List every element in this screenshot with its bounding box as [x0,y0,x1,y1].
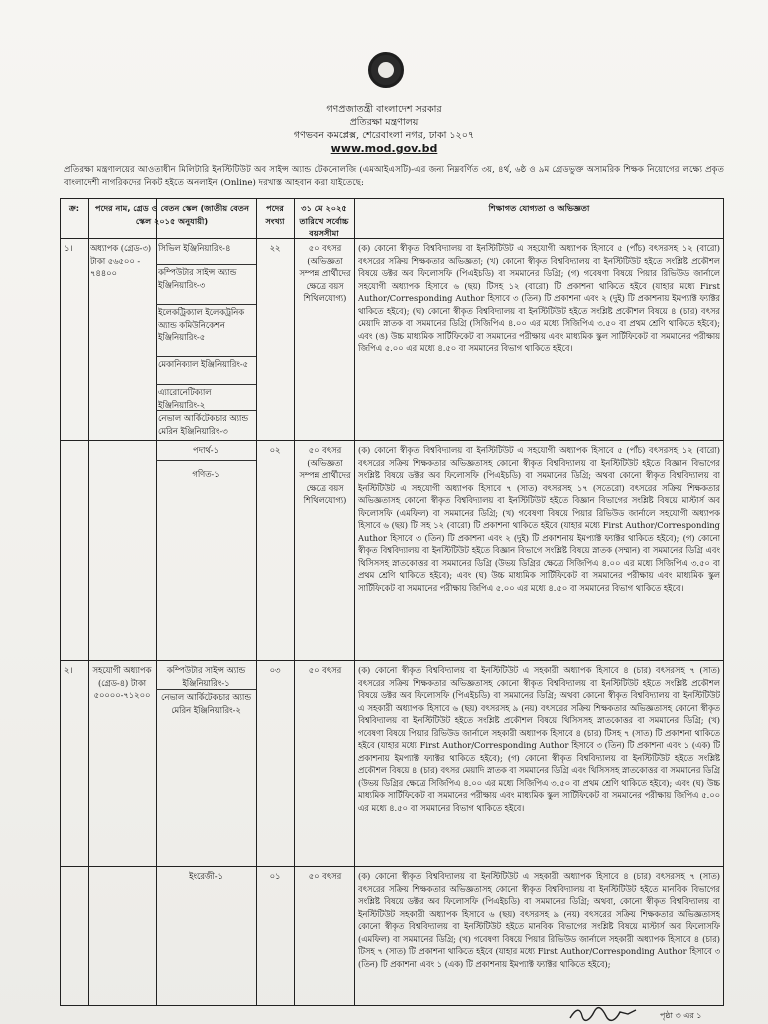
row3-qualification: (ক) কোনো স্বীকৃত বিশ্ববিদ্যালয় বা ইনস্টিটিউট এ সহকারী অধ্যাপক হিসাবে ৪ (চার) বৎসরসহ ৭ (সাত) বৎসরের সক্রিয় শিক্ষকতার অভিজ্ঞতাসহ কোনো স্বীকৃত বিশ্ববিদ্যালয় বা ইনস্টিটিউট হইতে সংশ্লিষ্ট প্রকৌশল বিষয়ে ডক্টর অব ফিলোসফি (পিএইচডি) বা সমমানের ডিগ্রি; অথবা কোনো স্বীকৃত বিশ্ববিদ্যালয় বা ইনস্টিটিউট এ সহকারী অধ্যাপক হিসাবে ৬ (ছয়) বৎসরসহ ৯ (নয়) বৎসরের সক্রিয় শিক্ষকতার অভিজ্ঞতাসহ কোনো স্বীকৃত বিশ্ববিদ্যালয় বা ইনস্টিটিউট হইতে সংশ্লিষ্ট প্রকৌশল বিষয়ে থিসিসসহ স্নাতকোত্তর বা সমমানের ডিগ্রি; (খ) গবেষণা বিষয়ে পিয়ার রিভিউড জার্নালে সহকারী অধ্যাপক হিসাবে ৪ (চার) টিসহ ৭ (সাত) টি প্রকাশনা থাকিতে হইবে (যাহার মধ্যে First Author/Corresponding Author হিসাবে ৩ (তিন) টি প্রকাশনা এবং ১ (এক) টি প্রকাশনায় ইমপ্যাক্ট ফ্যাক্টর থাকিতে হইবে); (গ) কোনো স্বীকৃত বিশ্ববিদ্যালয় বা ইনস্টিটিউট হইতে সংশ্লিষ্ট প্রকৌশল বিষয়ে ৪ (চার) বৎসর মেয়াদি স্নাতক বা সমমানের ডিগ্রি এবং থিসিসসহ স্নাতকোত্তর বা সমমানের ডিগ্রি (উভয় ডিগ্রির ক্ষেত্রে সিজিপিএ ৪.০০ এর মধ্যে সিজিপিএ ৩.৫০ বা প্রথম শ্রেণি থাকিতে হইবে); এবং (ঘ) উচ্চ মাধ্যমিক সার্টিফিকেট বা সমমানের পরীক্ষায় এবং মাধ্যমিক স্কুল সার্টিফিকেট বা সমমানের পরীক্ষায় জিপিএ ৫.০০ এর মধ্যে ৪.৫০ বা সমমানের বিভাগ থাকিতে হইবে। [358,665,720,813]
row4-count: ০১ [269,871,281,881]
header-qualification: শিক্ষাগত যোগ্যতা ও অভিজ্ঞতা [488,203,590,213]
row2-age: ৫০ বৎসর (অভিজ্ঞতা সম্পন্ন প্রার্থীদের ক্ষেত্রে বয়স শিথিলযোগ্য) [299,445,351,505]
row1-subject-1: সিভিল ইঞ্জিনিয়ারিং-৪ [158,243,231,253]
row3-post: সহযোগী অধ্যাপক (গ্রেড-৪) টাকা ৫০০০০-৭১২০০ [92,665,152,700]
row1-count: ২২ [269,243,281,253]
header-age: ৩১ মে ২০২৫ তারিখে সর্বোচ্চ বয়সসীমা [299,203,349,238]
row4-qualification: (ক) কোনো স্বীকৃত বিশ্ববিদ্যালয় বা ইনস্টিটিউট এ সহকারী অধ্যাপক হিসাবে ৪ (চার) বৎসরসহ ৭ (সাত) বৎসরের সক্রিয় শিক্ষকতার অভিজ্ঞতাসহ কোনো স্বীকৃত বিশ্ববিদ্যালয় বা ইনস্টিটিউট হইতে মানবিক বিভাগের সংশ্লিষ্ট বিষয়ে ডক্টর অব ফিলোসফি (পিএইচডি) বা সমমানের ডিগ্রি; অথবা, কোনো স্বীকৃত বিশ্ববিদ্যালয় বা ইনস্টিটিউট সহকারী অধ্যাপক হিসাবে ৬ (ছয়) বৎসরসহ ৯ (নয়) বৎসরের সক্রিয় শিক্ষকতার অভিজ্ঞতাসহ কোনো স্বীকৃত বিশ্ববিদ্যালয় বা ইনস্টিটিউট হইতে মানবিক বিভাগের সংশ্লিষ্ট বিষয়ে মাস্টার্স অব ফিলোসফি (এমফিল) বা সমমানের ডিগ্রি; (খ) গবেষণা বিষয়ে পিয়ার রিভিউড জার্নালে সহকারী অধ্যাপক হিসাবে ৪ (চার) টিসহ ৭ (সাত) টি প্রকাশনা থাকিতে হইবে (যাহার মধ্যে First Author/Corresponding Author হিসাবে ৩ (তিন) টি প্রকাশনা এবং ১ (এক) টি প্রকাশনায় ইমপ্যাক্ট ফ্যাক্টর থাকিতে হইবে); [358,871,720,969]
row2-qualification: (ক) কোনো স্বীকৃত বিশ্ববিদ্যালয় বা ইনস্টিটিউট এ সহযোগী অধ্যাপক হিসাবে ৫ (পাঁচ) বৎসরসহ ১২ (বারো) বৎসরের সক্রিয় শিক্ষকতার অভিজ্ঞতাসহ কোনো স্বীকৃত বিশ্ববিদ্যালয় বা ইনস্টিটিউট হইতে বিজ্ঞান বিভাগের সংশ্লিষ্ট বিষয়ে ডক্টর অব ফিলোসফি (পিএইচডি) বা সমমানের ডিগ্রি; অথবা কোনো স্বীকৃত বিশ্ববিদ্যালয় বা ইনস্টিটিউট এ সহযোগী অধ্যাপক হিসাবে ৭ (সাত) বৎসরসহ ১৭ (সতেরো) বৎসরের সক্রিয় শিক্ষকতার অভিজ্ঞতাসহ কোনো স্বীকৃত বিশ্ববিদ্যালয় বা ইনস্টিটিউট হইতে বিজ্ঞান বিভাগের সংশ্লিষ্ট বিষয়ে মাস্টার্স অব ফিলোসফি (এমফিল) বা সমমানের ডিগ্রি; (খ) গবেষণা বিষয়ে পিয়ার রিভিউড জার্নালে সহযোগী অধ্যাপক হিসাবে ৬ (ছয়) টি সহ ১২ (বারো) টি প্রকাশনা থাকিতে হইবে (যাহার মধ্যে First Author/Corresponding Author হিসাবে ৩ (তিন) টি প্রকাশনা এবং ২ (দুই) টি প্রকাশনায় ইমপ্যাক্ট ফ্যাক্টর থাকিতে হইবে); (গ) কোনো স্বীকৃত বিশ্ববিদ্যালয় বা ইনস্টিটিউট হইতে বিজ্ঞান বিভাগে সংশ্লিষ্ট বিষয়ে স্নাতক (সম্মান) বা সমমানের ডিগ্রি এবং থিসিসসহ স্নাতকোত্তর বা সমমানের ডিগ্রি (উভয় ডিগ্রির ক্ষেত্রে সিজিপিএ ৪.০০ এর মধ্যে সিজিপিএ ৩.৫০ বা প্রথম শ্রেণি থাকিতে হইবে); এবং (ঘ) উচ্চ মাধ্যমিক সার্টিফিকেট বা সমমানের পরীক্ষায় এবং মাধ্যমিক স্কুল সার্টিফিকেট বা সমমানের পরীক্ষায় জিপিএ ৫.০০ এর মধ্যে ৪.৫০ বা সমমানের বিভাগ থাকিতে হইবে। [358,445,720,593]
row1-serial: ১। [64,243,73,253]
signature-icon [568,1006,638,1022]
row1-subject-3: ইলেকট্রিক্যাল ইলেকট্রনিক অ্যান্ড কমিউনিকেশন ইঞ্জিনিয়ারিং-৫ [158,307,244,342]
row2-subject-1: পদার্থ-১ [193,445,219,455]
row4-age: ৫০ বৎসর [308,871,342,881]
row3-age: ৫০ বৎসর [308,665,342,675]
row3-serial: ২। [64,665,73,675]
government-name: গণপ্রজাতন্ত্রী বাংলাদেশ সরকার [326,104,442,115]
row3-count: ০৩ [269,665,281,675]
government-seal-icon [368,52,404,88]
recruitment-table [60,198,724,1006]
row1-subject-6: নেভাল আর্কিটেকচার অ্যান্ড মেরিন ইঞ্জিনিয়ারিং-৩ [158,413,248,436]
row1-qualification: (ক) কোনো স্বীকৃত বিশ্ববিদ্যালয় বা ইনস্টিটিউট এ সহযোগী অধ্যাপক হিসাবে ৫ (পাঁচ) বৎসরসহ ১২ (বারো) বৎসরের সক্রিয় শিক্ষকতার অভিজ্ঞতা; (খ) কোনো স্বীকৃত বিশ্ববিদ্যালয় বা ইনস্টিটিউট হইতে সংশ্লিষ্ট প্রকৌশল বিষয়ে ডক্টর অব ফিলোসফি (পিএইচডি) বা সমমানের ডিগ্রি; (গ) গবেষণা বিষয়ে পিয়ার রিভিউড জার্নালে সহযোগী অধ্যাপক হিসাবে ৬ (ছয়) টিসহ ১২ (বারো) টি প্রকাশনা থাকিতে হইবে (যাহার মধ্যে First Author/Corresponding Author হিসাবে ৩ (তিন) টি প্রকাশনা এবং ২ (দুই) টি প্রকাশনায় ইমপ্যাক্ট ফ্যাক্টর থাকিতে হইবে); (ঘ) কোনো স্বীকৃত বিশ্ববিদ্যালয় বা ইনস্টিটিউট হইতে সংশ্লিষ্ট প্রকৌশল বিষয়ে ৪ (চার) বৎসর মেয়াদি স্নাতক বা সমমানের ডিগ্রি (সিজিপিএ ৪.০০ এর মধ্যে সিজিপিএ ৩.৫০ বা প্রথম শ্রেণি থাকিতে হইবে); এবং (ঙ) উচ্চ মাধ্যমিক সার্টিফিকেট বা সমমানের পরীক্ষায় এবং মাধ্যমিক স্কুল সার্টিফিকেট বা সমমানের পরীক্ষায় জিপিএ ৫.০০ এর মধ্যে ৪.৫০ বা সমমানের বিভাগ থাকিতে হইবে। [358,243,720,353]
row1-subject-4: মেকানিক্যাল ইঞ্জিনিয়ারিং-৫ [158,359,249,369]
header-count: পদের সংখ্যা [265,203,285,226]
intro-paragraph: প্রতিরক্ষা মন্ত্রণালয়ের আওতাধীন মিলিটারি ইনস্টিটিউট অব সাইন্স অ্যান্ড টেকনোলজি (এমআইএসটি)-এর জন্য নিম্নবর্ণিত ৩য়, ৪র্থ, ৬ষ্ঠ ও ৯ম গ্রেডভুক্ত অসামরিক শিক্ষক নিয়োগের লক্ষ্যে প্রকৃত বাংলাদেশী নাগরিকদের নিকট হইতে অনলাইন (Online) দরখাস্ত আহবান করা যাইতেছে: [64,165,724,188]
website-link[interactable]: www.mod.gov.bd [330,142,438,155]
header-post: পদের নাম, গ্রেড ও বেতন স্কেল (জাতীয় বেতন স্কেল ২০১৫ অনুযায়ী) [95,203,249,226]
row2-subject-2: গণিত-১ [192,469,220,479]
row3-subject-1: কম্পিউটার সাইন্স অ্যান্ড ইঞ্জিনিয়ারিং-১ [166,665,246,688]
header-serial: ক্র: [68,203,80,213]
page-number: পৃষ্ঠা ৩ এর ১ [660,1011,702,1020]
row2-count: ০২ [269,445,281,455]
office-address: গণভবন কমপ্লেক্স, শেরেবাংলা নগর, ঢাকা ১২০৭ [293,130,475,141]
row4-subject-1: ইংরেজী-১ [189,871,223,881]
row3-subject-2: নেভাল আর্কিটেকচার অ্যান্ড মেরিন ইঞ্জিনিয়ারিং-২ [161,692,251,715]
ministry-name: প্রতিরক্ষা মন্ত্রণালয় [349,117,419,128]
row1-age: ৫০ বৎসর (অভিজ্ঞতা সম্পন্ন প্রার্থীদের ক্ষেত্রে বয়স শিথিলযোগ্য) [299,243,351,303]
row1-subject-5: এ্যারোনেটিক্যাল ইঞ্জিনিয়ারিং-২ [158,387,212,410]
row1-post: অধ্যাপক (গ্রেড-৩) টাকা ৫৬৫০০ - ৭৪৪০০ [90,243,152,278]
row1-subject-2: কম্পিউটার সাইন্স অ্যান্ড ইঞ্জিনিয়ারিং-৩ [158,267,237,290]
